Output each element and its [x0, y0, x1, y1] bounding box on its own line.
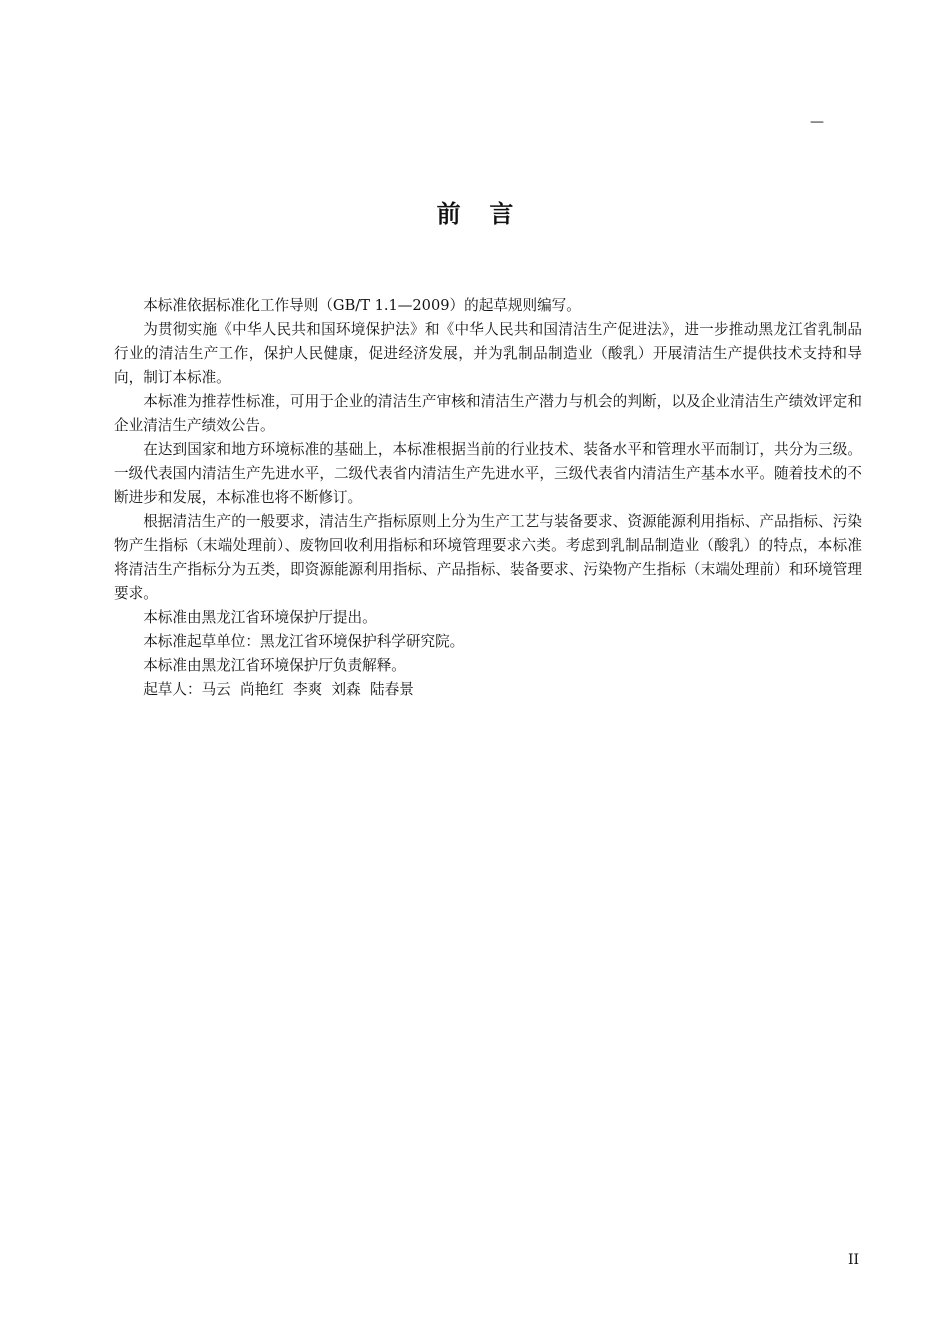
paragraph-applicability: 本标准为推荐性标准，可用于企业的清洁生产审核和清洁生产潜力与机会的判断，以及企业清洁生产绩效评定和企业清洁生产绩效公告。 — [114, 393, 862, 434]
paragraph-drafting-unit: 本标准起草单位：黑龙江省环境保护科学研究院。 — [143, 633, 465, 650]
paragraph-drafters: 起草人：马云 尚艳红 李爽 刘森 陆春景 — [143, 681, 414, 698]
paragraph-proposer: 本标准由黑龙江省环境保护厅提出。 — [143, 609, 377, 626]
page-number: II — [848, 1252, 860, 1268]
header-mark: — — [810, 114, 824, 130]
paragraph-levels: 在达到国家和地方环境标准的基础上，本标准根据当前的行业技术、装备水平和管理水平而制订，共分为三级。一级代表国内清洁生产先进水平，二级代表省内清洁生产先进水平，三级代表省内清洁生产基本水平。随着技术的不断进步和发展，本标准也将不断修订。 — [114, 441, 862, 506]
paragraph-drafting-rules: 本标准依据标准化工作导则（GB/T 1.1—2009）的起草规则编写。 — [143, 297, 581, 314]
foreword-body — [114, 294, 862, 702]
paragraph-purpose: 为贯彻实施《中华人民共和国环境保护法》和《中华人民共和国清洁生产促进法》，进一步推动黑龙江省乳制品行业的清洁生产工作，保护人民健康，促进经济发展，并为乳制品制造业（酸乳）开展清洁生产提供技术支持和导向，制订本标准。 — [114, 321, 862, 386]
paragraph-interpretation: 本标准由黑龙江省环境保护厅负责解释。 — [143, 657, 406, 674]
paragraph-indicators: 根据清洁生产的一般要求，清洁生产指标原则上分为生产工艺与装备要求、资源能源利用指标、产品指标、污染物产生指标（末端处理前）、废物回收利用指标和环境管理要求六类。考虑到乳制品制造业（酸乳）的特点，本标准将清洁生产指标分为五类，即资源能源利用指标、产品指标、装备要求、污染物产生指标（末端处理前）和环境管理要求。 — [114, 513, 862, 602]
page-title: 前言 — [436, 199, 543, 228]
